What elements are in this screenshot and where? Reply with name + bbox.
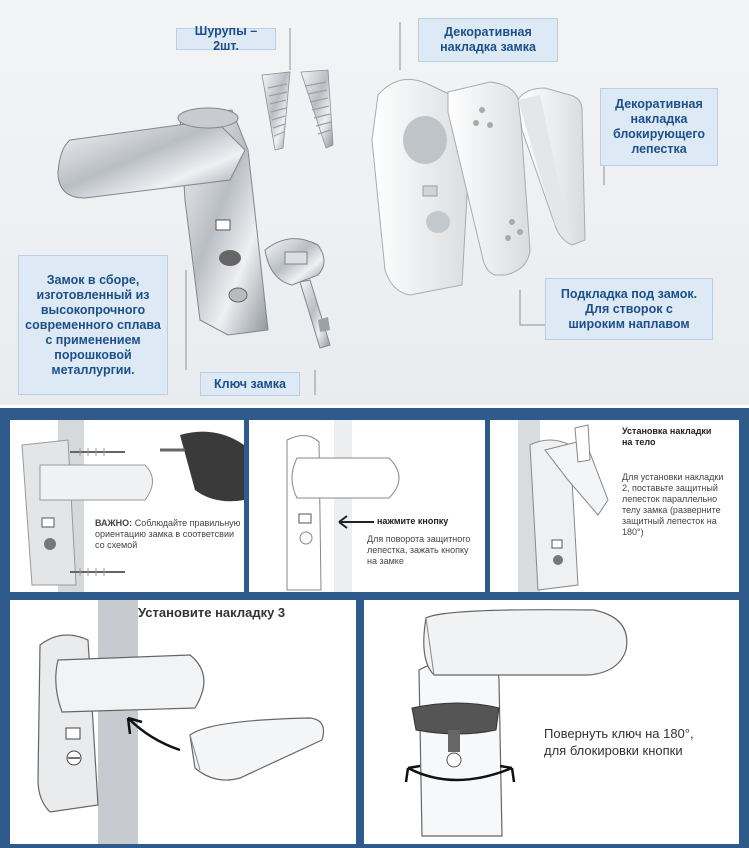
step-2-panel [249,420,485,592]
step-2-note: Для поворота защитного лепестка, зажать кнопку на замке [367,534,471,566]
lock-assembly-label: Замок в сборе, изготовленный из высокопрочного современного сплава с применением порошковой металлургии. [18,255,168,395]
step-3-title: Установка накладки на тело [622,426,712,447]
step-5-panel [364,600,739,844]
blocking-cover-label: Декоративная накладка блокирующего лепестка [600,88,718,166]
step-4-title: Установите накладку 3 [138,605,286,620]
step-4-panel [10,600,356,844]
screws-icon [262,70,333,150]
step-1-illustration [10,420,244,592]
step-1-important: ВАЖНО: [95,518,133,528]
step-3-panel [490,420,739,592]
screws-label: Шурупы – 2шт. [176,28,276,50]
step-1-panel [10,420,244,592]
parts-overview [0,0,749,405]
press-button-label: нажмите кнопку [377,516,449,526]
lock-cover-label: Декоративная накладка замка [418,18,558,62]
step-5-illustration [364,600,739,844]
lock-key-label: Ключ замка [200,372,300,396]
step-3-note: Для установки накладки 2, поставьте защитный лепесток параллельно телу замка (разверните защитный лепесток на 180°) [622,472,724,537]
step-4-illustration [10,600,356,844]
step-5-note: Повернуть ключ на 180°, для блокировки кнопки [544,726,694,758]
base-plate-label: Подкладка под замок. Для створок с широким наплавом [545,278,713,340]
step-1-note [95,518,243,551]
step-1-note-text: Соблюдайте правильную ориентацию замка в соответсвии со схемой [95,518,241,550]
key-icon [265,239,330,348]
